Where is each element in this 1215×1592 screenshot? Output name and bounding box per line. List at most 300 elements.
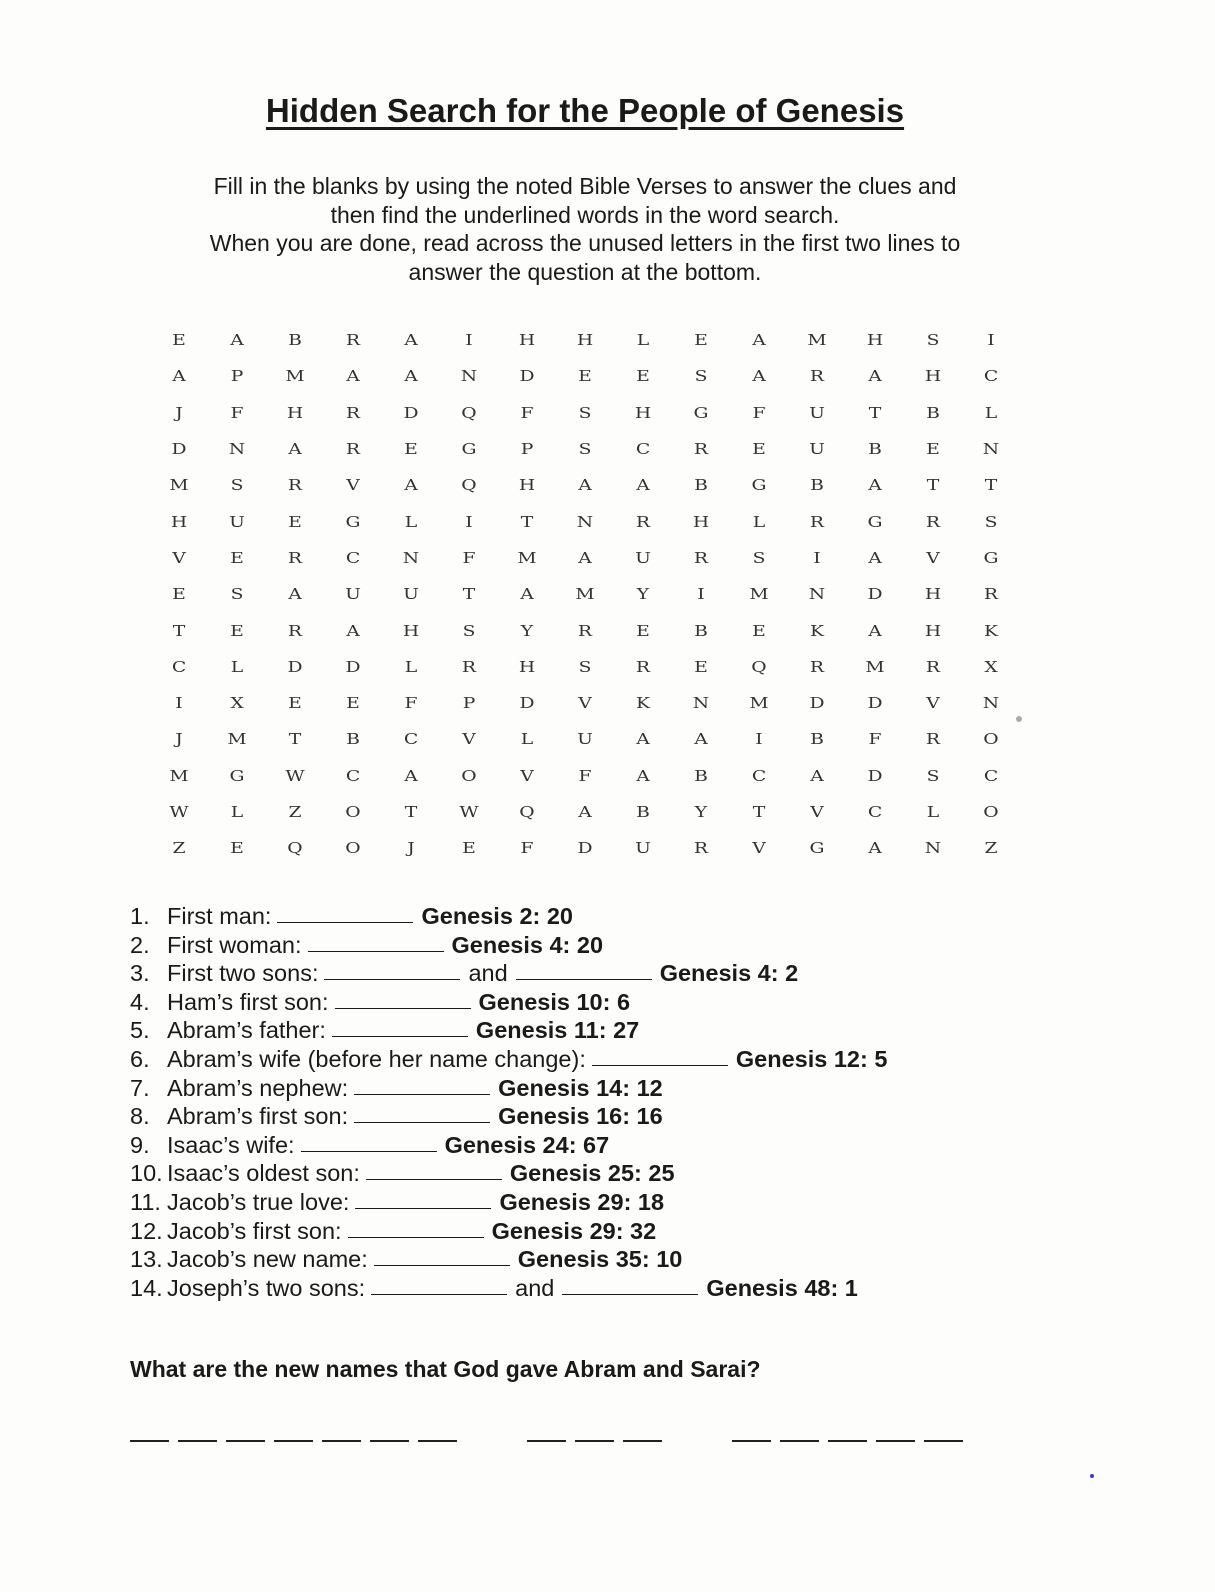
clue-text: First man:	[167, 903, 272, 929]
grid-letter: L	[926, 803, 940, 821]
grid-letter: M	[865, 657, 885, 676]
grid-letter: M	[575, 585, 595, 604]
instruction-line: When you are done, read across the unused letters in the first two lines to	[209, 230, 961, 256]
clue-conjunction: and	[468, 960, 508, 987]
verse-reference: Genesis 29: 32	[491, 1217, 657, 1244]
grid-letter: A	[520, 585, 534, 604]
clue-item	[130, 1074, 887, 1103]
answer-blank[interactable]	[354, 1102, 490, 1123]
letter-blank[interactable]	[732, 1430, 771, 1442]
grid-letter: A	[346, 621, 360, 640]
grid-letter: I	[175, 694, 183, 713]
grid-letter: F	[230, 403, 244, 422]
clue-number: 10.	[130, 1160, 163, 1187]
grid-letter: H	[518, 476, 536, 495]
grid-letter: N	[982, 440, 1000, 459]
grid-letter: G	[867, 512, 883, 531]
grid-letter: F	[520, 839, 534, 858]
grid-letter: Y	[636, 585, 650, 604]
clue-item	[130, 988, 887, 1017]
grid-letter: P	[520, 440, 534, 459]
grid-letter: M	[285, 367, 305, 386]
grid-letter: A	[868, 548, 882, 567]
clue-text: Abram’s wife (before her name change):	[167, 1045, 586, 1072]
grid-letter: V	[520, 766, 534, 785]
clue-item	[130, 959, 887, 988]
grid-letter: X	[230, 694, 244, 713]
letter-blank[interactable]	[876, 1430, 915, 1442]
grid-letter: J	[175, 403, 183, 422]
grid-letter: K	[809, 621, 825, 640]
grid-letter: R	[693, 548, 709, 567]
grid-letter: B	[346, 730, 360, 749]
letter-blank[interactable]	[575, 1430, 614, 1442]
clue-item	[130, 931, 887, 960]
letter-blank[interactable]	[178, 1430, 217, 1442]
clue-item	[130, 1045, 887, 1074]
grid-letter: S	[578, 403, 592, 422]
answer-blank[interactable]	[355, 1188, 491, 1209]
grid-letter: Q	[751, 657, 767, 676]
grid-letter: E	[172, 331, 186, 350]
grid-letter: E	[636, 621, 650, 640]
grid-letter: O	[345, 803, 361, 821]
grid-letter: S	[230, 476, 244, 495]
letter-blank[interactable]	[924, 1430, 963, 1442]
grid-letter: H	[518, 331, 536, 350]
grid-letter: D	[519, 694, 535, 713]
grid-letter: H	[402, 621, 420, 640]
verse-reference: Genesis 12: 5	[735, 1045, 888, 1072]
instruction-line: answer the question at the bottom.	[408, 258, 762, 285]
grid-letter: A	[404, 766, 418, 785]
grid-letter: F	[752, 403, 766, 422]
grid-letter: R	[635, 657, 651, 676]
letter-blank[interactable]	[322, 1430, 361, 1442]
clue-item	[130, 1102, 887, 1131]
grid-letter: I	[465, 512, 473, 531]
grid-letter: H	[286, 403, 304, 422]
grid-letter: C	[635, 440, 651, 459]
grid-letter: S	[926, 766, 940, 785]
grid-letter: A	[810, 766, 824, 785]
grid-letter: G	[461, 440, 477, 459]
grid-letter: L	[520, 730, 534, 749]
grid-letter: A	[404, 331, 418, 350]
grid-letter: A	[636, 730, 650, 749]
letter-blank[interactable]	[226, 1430, 265, 1442]
grid-letter: F	[868, 730, 882, 749]
grid-letter: E	[752, 621, 766, 640]
clue-text: Isaac’s wife:	[167, 1131, 295, 1158]
grid-letter: A	[636, 476, 650, 495]
grid-letter: M	[807, 331, 827, 350]
grid-letter: F	[520, 403, 534, 422]
grid-letter: S	[926, 331, 940, 350]
verse-reference: Genesis 35: 10	[517, 1246, 683, 1273]
letter-blank[interactable]	[274, 1430, 313, 1442]
clue-text: Isaac’s oldest son:	[167, 1160, 360, 1187]
grid-letter: O	[461, 766, 477, 785]
grid-letter: M	[749, 585, 769, 604]
grid-letter: U	[345, 585, 361, 604]
grid-letter: R	[345, 331, 361, 350]
grid-letter: C	[345, 548, 361, 567]
grid-letter: Z	[172, 839, 186, 858]
grid-letter: G	[693, 403, 709, 422]
grid-letter: E	[636, 367, 650, 386]
grid-letter: O	[983, 730, 999, 749]
grid-letter: W	[285, 766, 305, 785]
grid-letter: B	[694, 621, 708, 640]
grid-letter: A	[404, 476, 418, 495]
clue-number: 13.	[130, 1246, 163, 1273]
clue-number: 9.	[130, 1131, 150, 1158]
grid-letter: R	[925, 730, 941, 749]
grid-letter: L	[230, 657, 244, 676]
grid-letter: E	[230, 839, 244, 858]
grid-letter: U	[403, 585, 419, 604]
answer-word	[527, 1430, 662, 1442]
verse-reference: Genesis 48: 1	[706, 1274, 858, 1301]
clue-text: Abram’s first son:	[167, 1103, 349, 1130]
grid-letter: T	[752, 803, 766, 821]
grid-letter: W	[169, 803, 189, 821]
grid-letter: R	[809, 512, 825, 531]
grid-letter: Z	[288, 803, 302, 821]
grid-letter: V	[810, 803, 824, 821]
grid-letter: M	[227, 730, 247, 749]
grid-letter: A	[346, 367, 360, 386]
grid-letter: C	[983, 367, 999, 386]
clue-number: 4.	[130, 988, 150, 1015]
grid-letter: L	[636, 331, 650, 350]
clue-number: 2.	[130, 931, 150, 958]
grid-letter: A	[868, 621, 882, 640]
grid-letter: C	[171, 657, 187, 676]
answer-blank[interactable]	[277, 902, 413, 923]
clue-text: Jacob’s true love:	[167, 1188, 350, 1215]
grid-letter: T	[172, 621, 186, 640]
grid-letter: S	[230, 585, 244, 604]
grid-letter: T	[288, 730, 302, 749]
grid-letter: T	[926, 476, 940, 495]
grid-letter: A	[694, 730, 708, 749]
grid-letter: V	[752, 839, 766, 858]
clue-item	[130, 1188, 887, 1217]
verse-reference: Genesis 10: 6	[478, 988, 631, 1015]
clue-number: 8.	[130, 1103, 150, 1130]
grid-letter: D	[345, 657, 361, 676]
grid-letter: J	[175, 730, 183, 749]
clue-text: First woman:	[167, 931, 302, 958]
clue-text: Ham’s first son:	[167, 988, 329, 1015]
grid-letter: U	[809, 440, 825, 459]
grid-letter: E	[462, 839, 476, 858]
grid-letter: N	[808, 585, 826, 604]
grid-letter: R	[925, 512, 941, 531]
grid-letter: D	[403, 403, 419, 422]
grid-letter: I	[465, 331, 473, 350]
clue-number: 5.	[130, 1017, 150, 1044]
grid-letter: V	[926, 548, 940, 567]
grid-letter: V	[462, 730, 476, 749]
scan-speck	[1090, 1474, 1094, 1478]
grid-letter: E	[172, 585, 186, 604]
grid-letter: A	[172, 367, 186, 386]
answer-blank[interactable]	[332, 1016, 468, 1037]
grid-letter: B	[694, 476, 708, 495]
clue-number: 1.	[130, 903, 150, 929]
verse-reference: Genesis 14: 12	[498, 1074, 663, 1101]
grid-letter: S	[578, 440, 592, 459]
grid-letter: A	[578, 803, 592, 821]
grid-letter: A	[752, 367, 766, 386]
page-title: Hidden Search for the People of Genesis	[265, 92, 905, 129]
instructions	[0, 172, 1170, 286]
verse-reference: Genesis 25: 25	[509, 1160, 675, 1187]
grid-letter: E	[694, 657, 708, 676]
grid-letter: T	[984, 476, 998, 495]
grid-letter: F	[462, 548, 476, 567]
letter-blank[interactable]	[780, 1430, 819, 1442]
grid-letter: R	[287, 548, 303, 567]
clue-item	[130, 1131, 887, 1160]
verse-reference: Genesis 24: 67	[444, 1131, 610, 1158]
clue-text: Abram’s nephew:	[167, 1074, 349, 1101]
grid-letter: R	[809, 657, 825, 676]
grid-letter: E	[752, 440, 766, 459]
grid-letter: R	[287, 621, 303, 640]
grid-letter: L	[752, 512, 766, 531]
grid-letter: Y	[694, 803, 708, 821]
grid-letter: U	[229, 512, 245, 531]
answer-word	[732, 1430, 963, 1442]
clue-text: Joseph’s two sons:	[167, 1274, 366, 1301]
grid-letter: S	[578, 657, 592, 676]
grid-letter: P	[462, 694, 476, 713]
grid-letter: S	[462, 621, 476, 640]
grid-letter: H	[924, 585, 942, 604]
grid-letter: E	[404, 440, 418, 459]
grid-letter: H	[518, 657, 536, 676]
grid-letter: G	[809, 839, 825, 858]
grid-letter: E	[288, 512, 302, 531]
verse-reference: Genesis 2: 20	[421, 903, 574, 929]
answer-blank[interactable]	[374, 1245, 510, 1266]
grid-letter: N	[576, 512, 594, 531]
grid-letter: B	[694, 766, 708, 785]
answer-blank[interactable]	[562, 1274, 698, 1295]
grid-letter: A	[868, 476, 882, 495]
grid-letter: A	[868, 367, 882, 386]
grid-letter: V	[926, 694, 940, 713]
grid-letter: E	[346, 694, 360, 713]
letter-blank[interactable]	[828, 1430, 867, 1442]
grid-letter: A	[230, 331, 244, 350]
clue-number: 14.	[130, 1274, 163, 1301]
grid-letter: H	[924, 367, 942, 386]
grid-letter: R	[287, 476, 303, 495]
grid-letter: D	[867, 766, 883, 785]
grid-letter: K	[635, 694, 651, 713]
grid-letter: M	[749, 694, 769, 713]
grid-letter: Q	[519, 803, 535, 821]
verse-reference: Genesis 4: 20	[451, 931, 604, 958]
clue-number: 3.	[130, 960, 150, 987]
grid-letter: B	[868, 440, 882, 459]
grid-letter: E	[694, 331, 708, 350]
grid-letter: R	[345, 440, 361, 459]
grid-letter: S	[752, 548, 766, 567]
grid-letter: D	[287, 657, 303, 676]
grid-letter: W	[459, 803, 479, 821]
grid-letter: I	[697, 585, 705, 604]
grid-letter: N	[924, 839, 942, 858]
grid-letter: C	[403, 730, 419, 749]
answer-blank[interactable]	[301, 1131, 437, 1152]
grid-letter: U	[577, 730, 593, 749]
grid-letter: D	[867, 694, 883, 713]
grid-letter: U	[635, 548, 651, 567]
grid-letter: C	[983, 766, 999, 785]
scan-speck	[1016, 716, 1022, 722]
grid-letter: T	[404, 803, 418, 821]
grid-letter: R	[635, 512, 651, 531]
clue-list	[130, 902, 887, 1302]
clue-conjunction: and	[515, 1274, 555, 1301]
letter-blank[interactable]	[623, 1430, 662, 1442]
grid-letter: H	[924, 621, 942, 640]
grid-letter: A	[578, 548, 592, 567]
grid-letter: D	[867, 585, 883, 604]
grid-letter: L	[984, 403, 998, 422]
grid-letter: U	[635, 839, 651, 858]
grid-letter: N	[982, 694, 1000, 713]
grid-letter: I	[755, 730, 763, 749]
grid-letter: T	[868, 403, 882, 422]
grid-letter: E	[926, 440, 940, 459]
clue-item	[130, 902, 887, 931]
grid-letter: Q	[461, 476, 477, 495]
grid-letter: E	[578, 367, 592, 386]
grid-letter: E	[230, 621, 244, 640]
verse-reference: Genesis 16: 16	[498, 1103, 663, 1130]
grid-letter: G	[229, 766, 245, 785]
grid-letter: A	[752, 331, 766, 350]
grid-letter: C	[751, 766, 767, 785]
grid-letter: N	[228, 440, 246, 459]
grid-letter: M	[169, 766, 189, 785]
grid-letter: E	[288, 694, 302, 713]
answer-blank[interactable]	[324, 959, 460, 980]
grid-letter: L	[404, 657, 418, 676]
grid-letter: H	[634, 403, 652, 422]
grid-letter: M	[517, 548, 537, 567]
clue-number: 11.	[130, 1188, 161, 1215]
grid-letter: K	[983, 621, 999, 640]
grid-letter: A	[288, 440, 302, 459]
grid-letter: A	[288, 585, 302, 604]
grid-letter: D	[519, 367, 535, 386]
grid-letter: M	[169, 476, 189, 495]
grid-letter: Y	[520, 621, 534, 640]
grid-letter: F	[404, 694, 418, 713]
grid-letter: C	[867, 803, 883, 821]
grid-letter: S	[984, 512, 998, 531]
grid-letter: Z	[984, 839, 998, 858]
grid-letter: B	[636, 803, 650, 821]
grid-letter: U	[809, 403, 825, 422]
instruction-line: Fill in the blanks by using the noted Bible Verses to answer the clues and	[213, 173, 957, 199]
grid-letter: N	[460, 367, 478, 386]
grid-letter: T	[462, 585, 476, 604]
answer-blank[interactable]	[348, 1217, 484, 1238]
clue-text: First two sons:	[167, 960, 319, 987]
grid-letter: D	[809, 694, 825, 713]
grid-letter: F	[578, 766, 592, 785]
clue-number: 7.	[130, 1074, 150, 1101]
answer-blanks	[130, 1430, 963, 1442]
grid-letter: A	[868, 839, 882, 858]
final-question: What are the new names that God gave Abram and Sarai?	[130, 1356, 761, 1382]
verse-reference: Genesis 29: 18	[499, 1188, 665, 1215]
clue-item	[130, 1016, 887, 1045]
verse-reference: Genesis 4: 2	[659, 960, 799, 987]
answer-word	[130, 1430, 457, 1442]
letter-blank[interactable]	[370, 1430, 409, 1442]
answer-blank[interactable]	[354, 1074, 490, 1095]
grid-letter: V	[578, 694, 592, 713]
grid-letter: R	[345, 403, 361, 422]
answer-blank[interactable]	[366, 1159, 502, 1180]
grid-letter: C	[345, 766, 361, 785]
letter-blank[interactable]	[418, 1430, 457, 1442]
letter-blank[interactable]	[527, 1430, 566, 1442]
grid-letter: Q	[461, 403, 477, 422]
grid-letter: B	[288, 331, 302, 350]
answer-blank[interactable]	[335, 988, 471, 1009]
grid-letter: N	[692, 694, 710, 713]
grid-letter: R	[983, 585, 999, 604]
answer-blank[interactable]	[516, 959, 652, 980]
grid-letter: R	[809, 367, 825, 386]
grid-letter: A	[578, 476, 592, 495]
grid-letter: I	[813, 548, 821, 567]
clue-number: 12.	[130, 1217, 163, 1244]
letter-blank[interactable]	[130, 1430, 169, 1442]
grid-letter: H	[170, 512, 188, 531]
grid-letter: I	[987, 331, 995, 350]
grid-letter: D	[171, 440, 187, 459]
grid-letter: R	[693, 839, 709, 858]
word-search-grid	[150, 322, 1020, 866]
grid-letter: P	[230, 367, 244, 386]
grid-letter: Q	[287, 839, 303, 858]
grid-letter: B	[926, 403, 940, 422]
grid-letter: A	[636, 766, 650, 785]
grid-letter: R	[461, 657, 477, 676]
answer-blank[interactable]	[371, 1274, 507, 1295]
answer-blank[interactable]	[592, 1045, 728, 1066]
grid-letter: H	[692, 512, 710, 531]
grid-letter: T	[520, 512, 534, 531]
grid-letter: S	[694, 367, 708, 386]
grid-letter: G	[751, 476, 767, 495]
answer-blank[interactable]	[308, 931, 444, 952]
grid-letter: H	[576, 331, 594, 350]
grid-letter: X	[984, 657, 998, 676]
